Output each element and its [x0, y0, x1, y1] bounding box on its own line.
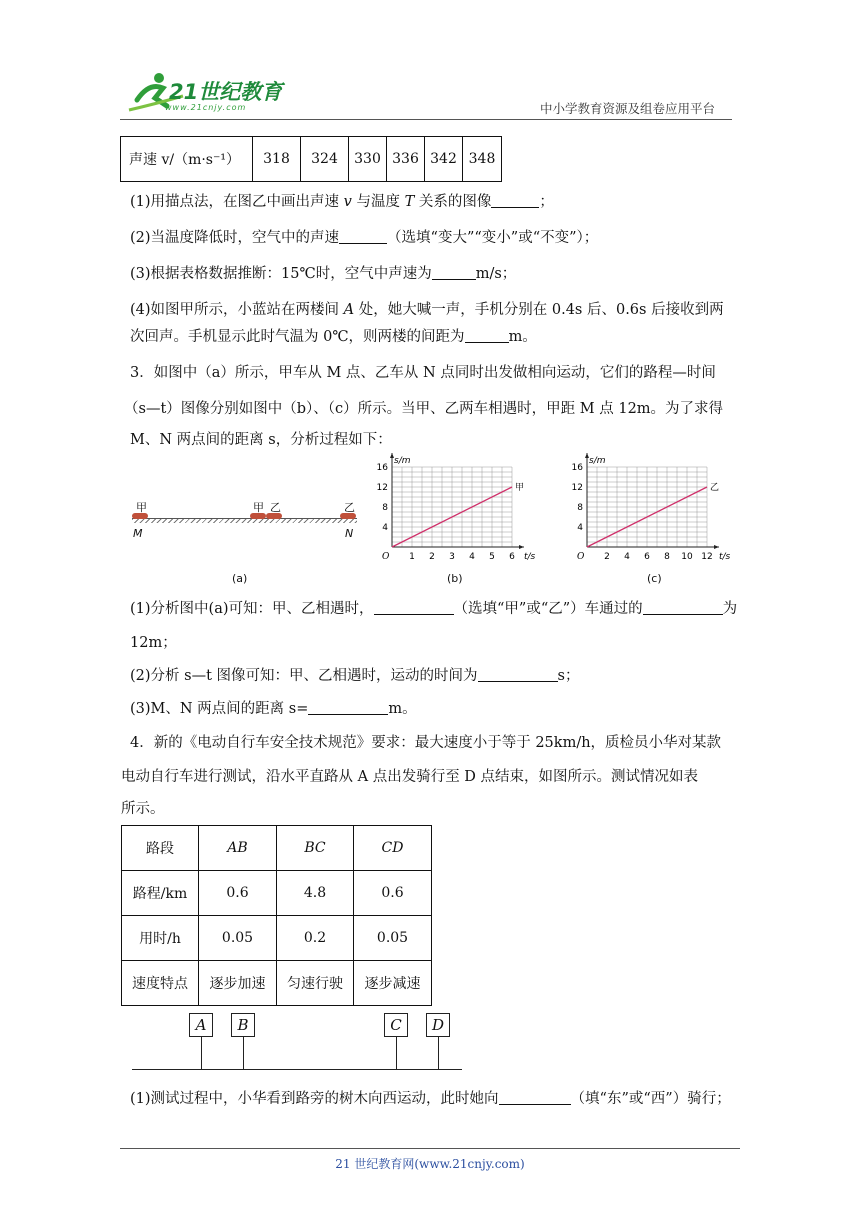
x-tick-label: 10	[681, 552, 693, 562]
q4-stem-line2: 电动自行车进行测试，沿水平直路从 A 点出发骑行至 D 点结束，如图所示。测试情况如表	[121, 769, 699, 785]
point-label-M: M	[133, 527, 143, 540]
speed-cell: 348	[463, 137, 502, 182]
x-tick-label: 6	[509, 552, 515, 562]
y-tick-label: 16	[571, 463, 583, 473]
answer-blank[interactable]	[374, 600, 454, 615]
test-table-cell: 路程/km	[122, 871, 199, 916]
q3-part3: (3)M、N 两点间的距离 s= m。	[130, 701, 417, 717]
speed-cell: 342	[425, 137, 463, 182]
test-table-cell: 匀速行驶	[277, 961, 354, 1006]
x-tick-label: 8	[664, 552, 670, 562]
platform-name: 中小学教育资源及组卷应用平台	[540, 101, 716, 116]
q3-stem-line2: （s—t）图像分别如图中（b）、（c）所示。当甲、乙两车相遇时，甲距 M 点 12m。为了求得	[124, 401, 724, 417]
q4-part1: (1)测试过程中，小华看到路旁的树木向西运动，此时她向 （填“东”或“西”）骑行；	[130, 1091, 731, 1107]
logo-url: www.21cnjy.com	[165, 103, 247, 112]
origin-label: O	[577, 552, 585, 562]
q3-part1: (1)分析图中(a)可知：甲、乙相遇时， （选填“甲”或“乙”）车通过的 为	[130, 601, 738, 617]
test-table-cell: 速度特点	[122, 961, 199, 1006]
speed-table	[120, 136, 502, 182]
x-tick-label: 2	[429, 552, 435, 562]
y-tick-label: 4	[577, 523, 583, 533]
road-line	[132, 1069, 462, 1070]
car-label-yi: 乙	[270, 501, 281, 514]
point-A: A	[189, 1013, 213, 1037]
answer-blank[interactable]	[491, 193, 539, 208]
x-tick-label: 4	[469, 552, 475, 562]
marker-D	[438, 1037, 439, 1069]
test-table-cell: CD	[354, 826, 432, 871]
figure-a-caption: (a)	[232, 572, 248, 585]
x-tick-label: 3	[449, 552, 455, 562]
x-tick-label: 12	[701, 552, 713, 562]
series-label: 乙	[710, 483, 720, 493]
y-tick-label: 4	[382, 523, 388, 533]
answer-blank[interactable]	[499, 1090, 571, 1105]
point-C: C	[384, 1013, 408, 1037]
speed-cell: 330	[349, 137, 387, 182]
x-axis-label: t/s	[524, 552, 536, 562]
answer-blank[interactable]	[643, 600, 723, 615]
x-tick-label: 5	[489, 552, 495, 562]
logo-text: 21世纪教育	[169, 80, 283, 104]
test-table-cell: 0.05	[199, 916, 277, 961]
point-B: B	[231, 1013, 255, 1037]
logo	[125, 70, 290, 118]
x-tick-label: 6	[644, 552, 650, 562]
car-label-yi: 乙	[344, 501, 355, 514]
marker-C	[396, 1037, 397, 1069]
q3-stem-line3: M、N 两点间的距离 s，分析过程如下：	[130, 432, 392, 448]
marker-B	[243, 1037, 244, 1069]
chart-c	[565, 450, 745, 570]
test-table-cell: 0.6	[199, 871, 277, 916]
chart-b	[370, 450, 550, 570]
q2-part2: (2)当温度降低时，空气中的声速 （选填“变大”“变小”或“不变”）；	[130, 230, 599, 246]
q3-part1-cont: 12m；	[130, 635, 177, 651]
test-table-cell: 0.05	[354, 916, 432, 961]
y-tick-label: 8	[382, 503, 388, 513]
footer-text: 21 世纪教育网(www.21cnjy.com)	[335, 1157, 525, 1171]
test-table-cell: 4.8	[277, 871, 354, 916]
x-axis-arrow	[519, 545, 524, 549]
test-table-cell: AB	[199, 826, 277, 871]
y-tick-label: 12	[571, 483, 583, 493]
x-tick-label: 4	[624, 552, 630, 562]
car-label-jia: 甲	[253, 501, 264, 514]
y-axis-label: s/m	[394, 456, 411, 466]
q3-stem-line1: 3．如图中（a）所示，甲车从 M 点、乙车从 N 点同时出发做相向运动，它们的路程—时间	[130, 365, 716, 381]
test-table-cell: 逐步加速	[199, 961, 277, 1006]
q3-part2: (2)分析 s—t 图像可知：甲、乙相遇时，运动的时间为 s；	[130, 668, 580, 684]
test-table-cell: 0.6	[354, 871, 432, 916]
test-table-cell: BC	[277, 826, 354, 871]
point-D: D	[426, 1013, 450, 1037]
q2-part4-line1: (4)如图甲所示，小蓝站在两楼间 A 处，她大喊一声，手机分别在 0.4s 后、0.6s 后接收到两	[130, 302, 724, 318]
answer-blank[interactable]	[432, 265, 476, 280]
y-tick-label: 8	[577, 503, 583, 513]
speed-table-label: 声速 v/（m·s⁻¹）	[121, 137, 253, 182]
y-axis-label: s/m	[589, 456, 606, 466]
test-table-cell: 用时/h	[122, 916, 199, 961]
q2-part1: (1)用描点法，在图乙中画出声速 v 与温度 T 关系的图像 ；	[130, 194, 554, 210]
x-axis-label: t/s	[719, 552, 731, 562]
test-table	[121, 825, 432, 1006]
figure-c-caption: (c)	[647, 572, 662, 585]
test-table-cell: 逐步减速	[354, 961, 432, 1006]
test-table-cell: 路段	[122, 826, 199, 871]
x-tick-label: 2	[604, 552, 610, 562]
answer-blank[interactable]	[465, 328, 509, 343]
speed-cell: 324	[301, 137, 349, 182]
marker-A	[201, 1037, 202, 1069]
road	[132, 518, 357, 523]
answer-blank[interactable]	[339, 229, 387, 244]
speed-cell: 318	[253, 137, 301, 182]
origin-label: O	[382, 552, 390, 562]
speed-cell: 336	[387, 137, 425, 182]
figure-b-caption: (b)	[447, 572, 463, 585]
y-tick-label: 16	[376, 463, 388, 473]
test-table-cell: 0.2	[277, 916, 354, 961]
series-label: 甲	[515, 483, 525, 493]
q2-part4-line2: 次回声。手机显示此时气温为 0℃，则两楼的间距为 m。	[130, 329, 537, 345]
y-tick-label: 12	[376, 483, 388, 493]
footer-rule	[120, 1148, 740, 1149]
answer-blank[interactable]	[478, 667, 558, 682]
point-label-N: N	[345, 527, 354, 540]
q4-stem-line3: 所示。	[121, 801, 165, 817]
x-tick-label: 1	[409, 552, 415, 562]
car-label-jia: 甲	[136, 501, 147, 514]
header-rule	[120, 119, 732, 120]
q2-part3: (3)根据表格数据推断：15℃时，空气中声速为 m/s；	[130, 266, 517, 282]
x-axis-arrow	[714, 545, 719, 549]
q4-stem-line1: 4．新的《电动自行车安全技术规范》要求：最大速度小于等于 25km/h，质检员小华对某款	[130, 735, 722, 751]
answer-blank[interactable]	[308, 700, 388, 715]
